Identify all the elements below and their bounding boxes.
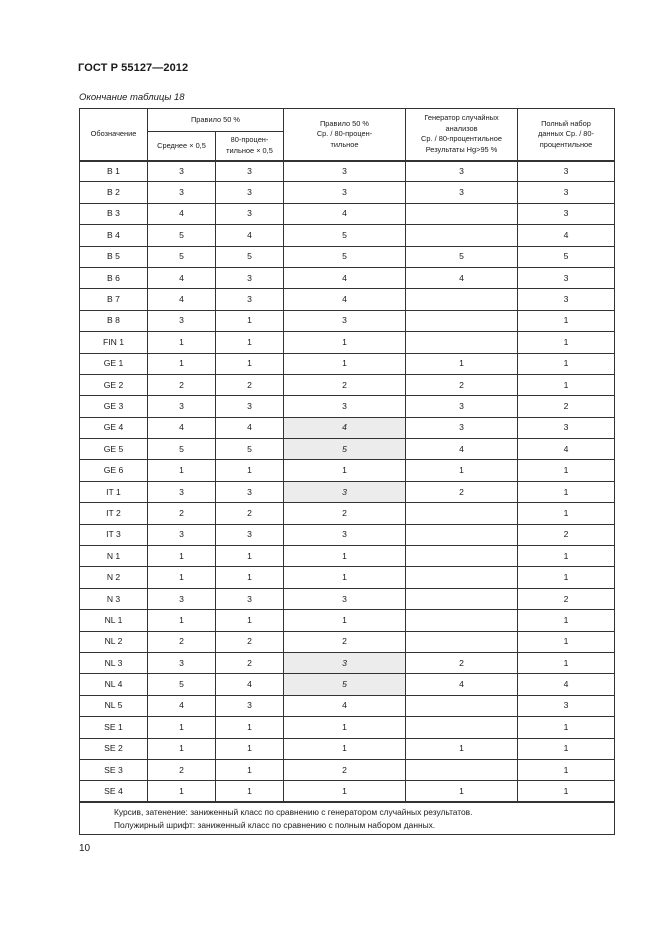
table-cell: 3 xyxy=(518,182,615,203)
note-bold: Полужирный шрифт: заниженный класс по сравнению с полным набором данных. xyxy=(114,819,436,830)
table-row xyxy=(80,439,615,460)
table-cell: 4 xyxy=(148,417,216,438)
table-cell: 4 xyxy=(148,203,216,224)
table-cell: 3 xyxy=(148,652,216,673)
table-row xyxy=(80,481,615,502)
table-notes xyxy=(80,802,615,835)
table-cell: 3 xyxy=(284,524,406,545)
table-cell: 1 xyxy=(148,546,216,567)
table-row xyxy=(80,310,615,331)
row-designation-cell: B 8 xyxy=(80,310,148,331)
table-cell: 4 xyxy=(148,289,216,310)
row-designation-cell: N 1 xyxy=(80,546,148,567)
table-row xyxy=(80,738,615,759)
row-designation-cell: GE 1 xyxy=(80,353,148,374)
table-cell: 2 xyxy=(406,652,518,673)
table-row xyxy=(80,546,615,567)
table-cell: 1 xyxy=(518,481,615,502)
row-designation-cell: N 2 xyxy=(80,567,148,588)
table-cell: 1 xyxy=(148,738,216,759)
row-designation-cell: B 1 xyxy=(80,161,148,182)
row-designation-cell: SE 2 xyxy=(80,738,148,759)
table-cell: 3 xyxy=(518,267,615,288)
table-cell: 1 xyxy=(148,610,216,631)
table-cell: 4 xyxy=(216,674,284,695)
table-cell: 2 xyxy=(406,374,518,395)
table-cell: 1 xyxy=(406,460,518,481)
table-cell: 2 xyxy=(216,652,284,673)
table-cell: 3 xyxy=(518,289,615,310)
table-caption: Окончание таблицы 18 xyxy=(79,92,185,103)
table-row xyxy=(80,652,615,673)
table-row xyxy=(80,417,615,438)
table-cell: 3 xyxy=(216,588,284,609)
table-cell: 3 xyxy=(216,289,284,310)
row-designation-cell: NL 3 xyxy=(80,652,148,673)
table-cell: 4 xyxy=(216,417,284,438)
table-cell xyxy=(406,203,518,224)
table-cell: 2 xyxy=(284,503,406,524)
table-cell: 2 xyxy=(148,503,216,524)
table-cell: 2 xyxy=(284,631,406,652)
table-cell: 2 xyxy=(406,481,518,502)
table-cell xyxy=(406,289,518,310)
row-designation-cell: GE 3 xyxy=(80,396,148,417)
row-designation-cell: SE 1 xyxy=(80,717,148,738)
row-designation-cell: B 2 xyxy=(80,182,148,203)
table-cell: 3 xyxy=(518,417,615,438)
table-cell: 3 xyxy=(216,182,284,203)
table-cell: 3 xyxy=(216,267,284,288)
row-designation-cell: IT 3 xyxy=(80,524,148,545)
table-cell: 1 xyxy=(518,546,615,567)
table-cell: 3 xyxy=(284,588,406,609)
table-cell: 5 xyxy=(148,674,216,695)
table-cell xyxy=(406,503,518,524)
table-cell: 3 xyxy=(148,310,216,331)
table-cell: 4 xyxy=(518,225,615,246)
table-cell: 1 xyxy=(148,332,216,353)
page-number: 10 xyxy=(79,843,91,854)
table-row xyxy=(80,759,615,780)
table-cell: 1 xyxy=(284,738,406,759)
table-cell: 3 xyxy=(216,481,284,502)
table-row xyxy=(80,374,615,395)
table-cell: 1 xyxy=(148,567,216,588)
header-80pct-05 xyxy=(216,132,284,161)
table-cell: 3 xyxy=(406,182,518,203)
table-cell: 2 xyxy=(518,396,615,417)
table-cell: 1 xyxy=(216,546,284,567)
table-cell: 3 xyxy=(518,203,615,224)
table-cell: 1 xyxy=(406,781,518,802)
table-row xyxy=(80,631,615,652)
table-cell: 3 xyxy=(148,588,216,609)
table-cell: 5 xyxy=(148,225,216,246)
table-cell xyxy=(406,588,518,609)
table-cell: 3 xyxy=(284,481,406,502)
table-row xyxy=(80,289,615,310)
header-text-line: Генератор случайных xyxy=(424,113,499,123)
table-cell: 4 xyxy=(518,439,615,460)
table-row xyxy=(80,610,615,631)
table-cell: 1 xyxy=(148,353,216,374)
table-cell: 1 xyxy=(518,781,615,802)
table-cell: 4 xyxy=(406,267,518,288)
table-cell: 3 xyxy=(284,182,406,203)
table-cell: 1 xyxy=(518,652,615,673)
table-body xyxy=(80,161,615,803)
table-row xyxy=(80,588,615,609)
table-cell: 4 xyxy=(518,674,615,695)
table-cell: 5 xyxy=(148,246,216,267)
table-cell: 5 xyxy=(148,439,216,460)
table-row xyxy=(80,182,615,203)
table-cell: 1 xyxy=(216,567,284,588)
table-cell: 2 xyxy=(284,759,406,780)
table-cell: 1 xyxy=(518,631,615,652)
table-cell xyxy=(406,546,518,567)
table-cell: 1 xyxy=(284,546,406,567)
row-designation-cell: B 4 xyxy=(80,225,148,246)
header-mean-05: Среднее × 0,5 xyxy=(148,132,216,161)
row-designation-cell: SE 4 xyxy=(80,781,148,802)
row-designation-cell: B 3 xyxy=(80,203,148,224)
table-cell xyxy=(406,695,518,716)
table-cell: 4 xyxy=(406,439,518,460)
table-cell: 3 xyxy=(216,695,284,716)
row-designation-cell: FIN 1 xyxy=(80,332,148,353)
table-cell: 1 xyxy=(284,332,406,353)
table-cell: 1 xyxy=(216,332,284,353)
table-cell: 1 xyxy=(284,717,406,738)
row-designation-cell: B 6 xyxy=(80,267,148,288)
header-text-line: анализов xyxy=(445,123,478,133)
header-text-line: тильное xyxy=(330,139,359,149)
table-cell: 1 xyxy=(216,310,284,331)
table-row xyxy=(80,267,615,288)
table-row xyxy=(80,567,615,588)
table-cell: 3 xyxy=(518,161,615,182)
header-rule-50: Правило 50 % xyxy=(148,109,284,132)
table-cell: 1 xyxy=(518,717,615,738)
table-cell: 3 xyxy=(148,182,216,203)
table-cell: 5 xyxy=(518,246,615,267)
table-cell xyxy=(406,567,518,588)
table-cell xyxy=(406,759,518,780)
table-cell: 1 xyxy=(148,460,216,481)
table-row xyxy=(80,674,615,695)
table-cell: 1 xyxy=(518,353,615,374)
row-designation-cell: B 7 xyxy=(80,289,148,310)
header-text-line: Полный набор xyxy=(541,118,591,128)
table-cell: 3 xyxy=(284,396,406,417)
row-designation-cell: NL 2 xyxy=(80,631,148,652)
table-cell: 4 xyxy=(284,267,406,288)
table-cell: 5 xyxy=(284,225,406,246)
row-designation-cell: GE 6 xyxy=(80,460,148,481)
data-table xyxy=(79,108,615,835)
table-row xyxy=(80,161,615,182)
table-cell: 1 xyxy=(518,310,615,331)
table-row xyxy=(80,695,615,716)
table-cell xyxy=(406,717,518,738)
header-text-line: Ср. / 80-процентильное xyxy=(421,134,502,144)
table-cell: 3 xyxy=(284,161,406,182)
document-header: ГОСТ Р 55127—2012 xyxy=(78,62,189,74)
table-notes-row xyxy=(80,802,615,835)
table-cell: 3 xyxy=(148,396,216,417)
table-cell: 1 xyxy=(216,460,284,481)
table-cell: 3 xyxy=(406,417,518,438)
note-italic-shading: Курсив, затенение: заниженный класс по сравнению с генератором случайных результатов. xyxy=(114,807,473,818)
table-cell: 3 xyxy=(148,161,216,182)
table-cell: 1 xyxy=(216,738,284,759)
row-designation-cell: GE 5 xyxy=(80,439,148,460)
table-cell: 2 xyxy=(148,759,216,780)
table-cell: 2 xyxy=(216,503,284,524)
table-cell: 3 xyxy=(216,524,284,545)
table-cell xyxy=(406,610,518,631)
table-cell: 4 xyxy=(284,203,406,224)
header-full-dataset xyxy=(518,109,615,161)
table-cell: 3 xyxy=(406,396,518,417)
table-row xyxy=(80,524,615,545)
table-cell: 2 xyxy=(148,631,216,652)
table-cell: 4 xyxy=(284,695,406,716)
header-random-generator xyxy=(406,109,518,161)
table-cell: 4 xyxy=(406,674,518,695)
row-designation-cell: NL 1 xyxy=(80,610,148,631)
table-cell: 5 xyxy=(216,246,284,267)
row-designation-cell: IT 2 xyxy=(80,503,148,524)
header-rule-50-ratio xyxy=(284,109,406,161)
table-row xyxy=(80,781,615,802)
table-row xyxy=(80,353,615,374)
table-cell xyxy=(406,332,518,353)
row-designation-cell: SE 3 xyxy=(80,759,148,780)
table-cell: 1 xyxy=(518,503,615,524)
row-designation-cell: NL 4 xyxy=(80,674,148,695)
table-cell: 3 xyxy=(148,481,216,502)
table-cell: 1 xyxy=(216,353,284,374)
header-designation: Обозначение xyxy=(80,109,148,161)
table-cell: 1 xyxy=(284,781,406,802)
table-row xyxy=(80,203,615,224)
table-header xyxy=(80,109,615,161)
header-text-line: тильное × 0,5 xyxy=(226,145,273,155)
table-cell xyxy=(406,631,518,652)
table-cell: 3 xyxy=(216,203,284,224)
table-cell: 4 xyxy=(284,417,406,438)
table-row xyxy=(80,717,615,738)
table-cell: 4 xyxy=(284,289,406,310)
table-cell: 1 xyxy=(216,759,284,780)
table-cell: 1 xyxy=(284,353,406,374)
table-cell: 3 xyxy=(148,524,216,545)
table-cell: 3 xyxy=(284,652,406,673)
table-cell: 4 xyxy=(216,225,284,246)
table-cell xyxy=(406,524,518,545)
table-row xyxy=(80,246,615,267)
table-cell: 5 xyxy=(284,246,406,267)
header-text-line: 80-процен- xyxy=(230,135,269,145)
table-cell xyxy=(406,310,518,331)
table-cell: 1 xyxy=(406,738,518,759)
row-designation-cell: N 3 xyxy=(80,588,148,609)
row-designation-cell: GE 2 xyxy=(80,374,148,395)
table-cell: 1 xyxy=(518,332,615,353)
table-cell xyxy=(406,225,518,246)
table-cell: 4 xyxy=(148,695,216,716)
table-cell: 3 xyxy=(216,161,284,182)
table-cell: 5 xyxy=(284,439,406,460)
table-cell: 1 xyxy=(216,781,284,802)
table-cell: 1 xyxy=(284,610,406,631)
table-row xyxy=(80,225,615,246)
table-row xyxy=(80,460,615,481)
table-cell: 1 xyxy=(518,759,615,780)
row-designation-cell: B 5 xyxy=(80,246,148,267)
table-cell: 1 xyxy=(518,567,615,588)
table-cell: 4 xyxy=(148,267,216,288)
table-cell: 3 xyxy=(216,396,284,417)
table-row xyxy=(80,332,615,353)
table-cell: 1 xyxy=(406,353,518,374)
table-cell: 5 xyxy=(216,439,284,460)
table-cell: 2 xyxy=(216,374,284,395)
table-cell: 3 xyxy=(284,310,406,331)
table-cell: 2 xyxy=(284,374,406,395)
row-designation-cell: GE 4 xyxy=(80,417,148,438)
table-cell: 2 xyxy=(148,374,216,395)
header-text-line: Ср. / 80-процен- xyxy=(316,129,373,138)
table-cell: 3 xyxy=(518,695,615,716)
table-cell: 1 xyxy=(518,374,615,395)
header-text-line: процентильное xyxy=(539,139,593,149)
table-cell: 1 xyxy=(518,460,615,481)
table-cell: 1 xyxy=(216,610,284,631)
table-cell: 1 xyxy=(518,738,615,759)
table-cell: 5 xyxy=(406,246,518,267)
table-cell: 2 xyxy=(216,631,284,652)
header-text-line: данных Ср. / 80- xyxy=(538,129,594,138)
row-designation-cell: NL 5 xyxy=(80,695,148,716)
table-cell: 1 xyxy=(148,717,216,738)
table-cell: 2 xyxy=(518,588,615,609)
table-cell: 1 xyxy=(148,781,216,802)
table-cell: 3 xyxy=(406,161,518,182)
table-cell: 1 xyxy=(518,610,615,631)
table-cell: 5 xyxy=(284,674,406,695)
header-text-line: Правило 50 % xyxy=(320,118,369,128)
table-row xyxy=(80,396,615,417)
row-designation-cell: IT 1 xyxy=(80,481,148,502)
table-cell: 2 xyxy=(518,524,615,545)
header-text-line: Результаты Hg>95 % xyxy=(425,144,498,154)
table-cell: 1 xyxy=(284,567,406,588)
table-cell: 1 xyxy=(284,460,406,481)
table-cell: 1 xyxy=(216,717,284,738)
table-row xyxy=(80,503,615,524)
